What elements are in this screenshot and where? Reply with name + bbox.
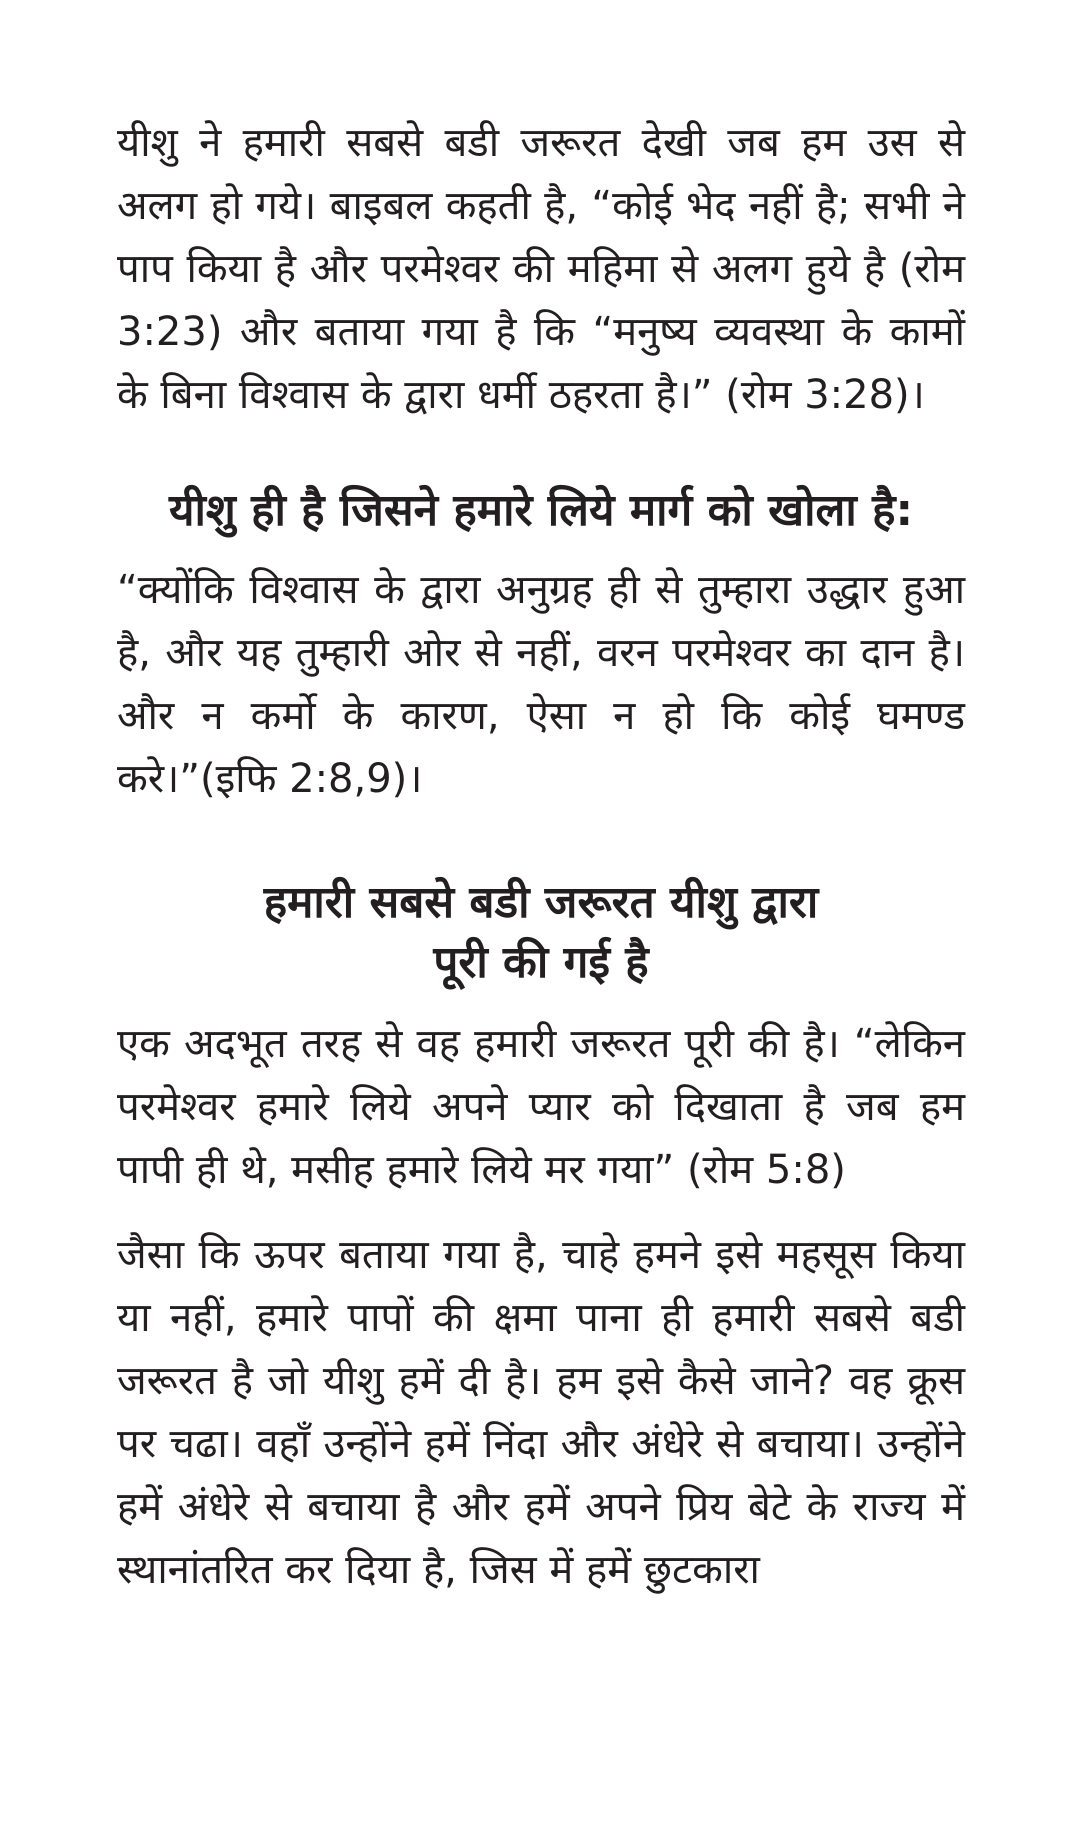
heading-jesus-opened-way: यीशु ही है जिसने हमारे लिये मार्ग को खोला है: (168, 485, 914, 536)
heading-need-fulfilled-line-1: हमारी सबसे बडी जरूरत यीशु द्वारा (263, 877, 819, 928)
heading-need-fulfilled-line-2: पूरी की गई है (433, 937, 649, 988)
paragraph-forgiveness: जैसा कि ऊपर बताया गया है, चाहे हमने इसे महसूस किया या नहीं, हमारे पापों की क्षमा पाना ही हमारी सबसे बडी जरूरत है जो यीशु हमें दी है। हम इसे कैसे जाने? वह क्रूस पर चढा। वहाँ उन्होंने हमें निंदा और अंधेरे से बचाया। उन्होंने हमें अंधेरे से बचाया है और हमें अपने प्रिय बेटे के राज्य में स्थानांतरित कर दिया है, जिस में हमें छुटकारा (117, 1232, 965, 1593)
page-content (117, 112, 965, 1602)
heading-need-fulfilled (117, 873, 965, 993)
paragraph-need-seen: यीशु ने हमारी सबसे बडी जरूरत देखी जब हम उस से अलग हो गये। बाइबल कहती है, “कोई भेद नहीं है; सभी ने पाप किया है और परमेश्वर की महिमा से अलग हुये है (रोम 3:23) और बताया गया है कि “मनुष्य व्यवस्था के कामों के बिना विश्वास के द्वारा धर्मी ठहरता है।” (रोम 3:28)। (117, 120, 965, 418)
paragraph-grace-through-faith: “क्योंकि विश्वास के द्वारा अनुग्रह ही से तुम्हारा उद्धार हुआ है, और यह तुम्हारी ओर से नहीं, वरन परमेश्वर का दान है। और न कर्मो के कारण, ऐसा न हो कि कोई घमण्ड करे।”(इफि 2:8,9)। (117, 567, 965, 802)
paragraph-wonderful-way: एक अदभूत तरह से वह हमारी जरूरत पूरी की है। “लेकिन परमेश्वर हमारे लिये अपने प्यार को दिखाता है जब हम पापी ही थे, मसीह हमारे लिये मर गया” (रोम 5:8) (117, 1021, 965, 1193)
